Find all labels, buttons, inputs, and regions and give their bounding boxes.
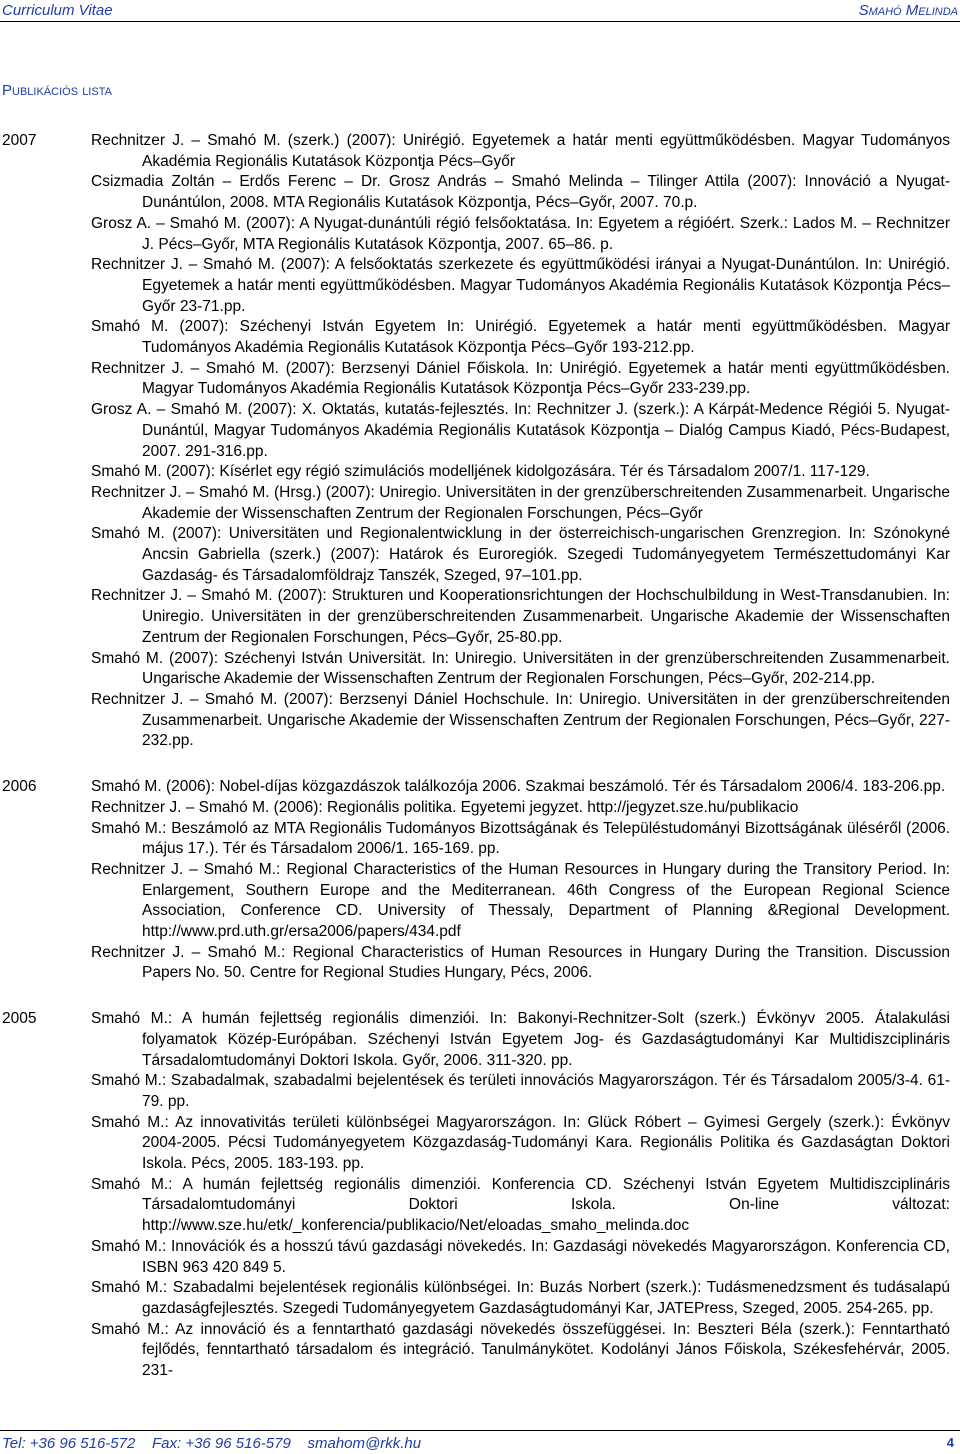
publication-entry: Rechnitzer J. – Smahó M. (szerk.) (2007): Unirégió. Egyetemek a határ menti együttműködésben. Magyar Tudományos Akadémia Regionális Kutatások Központja Pécs–Győr [91,132,950,170]
publication-entry: Smahó M. (2007): Universitäten und Regionalentwicklung in der österreichisch-ungarischen Grenzregion. In: Szónokyné Ancsin Gabriella (szerk.) (2007): Határok és Euroregiók. Szegedi Tudományegyetem Természettudományi Kar Gazdaság- és Társadalomföldrajz Tanszék, Szeged, 97–101.pp. [91,525,950,584]
publication-entry: Rechnitzer J. – Smahó M. (2007): Berzsenyi Dániel Főiskola. In: Unirégió. Egyetemek a határ menti együttműködésben. Magyar Tudományos Akadémia Regionális Kutatások Központja Pécs–Győr 233-239.pp. [91,359,950,398]
publication-entry: Rechnitzer J. – Smahó M. (2007): A felsőoktatás szerkezete és együttműködési irányai a Nyugat-Dunántúlon. In: Unirégió. Egyetemek a határ menti együttműködésben. Magyar Tudományos Akadémia Regionális Kutatások Központja Pécs–Győr 23-71.pp. [91,256,950,315]
publication-entry: Rechnitzer J. – Smahó M. (Hrsg.) (2007): Uniregio. Universitäten in der grenzüberschreitenden Zusammenarbeit. Ungarische Akademie der Wissenschaften Zentrum der Regionalen Forschungen, Pécs–Győr [91,483,950,522]
header-author-name: Smahó Melinda [858,2,958,19]
page-header [0,0,960,20]
publication-entry: Grosz A. – Smahó M. (2007): A Nyugat-dunántúli régió felsőoktatása. In: Egyetem a régióért. Szerk.: Lados M. – Rechnitzer J. Pécs–Győr, MTA Regionális Kutatások Központja, 2007. 65–86. p. [91,214,950,253]
publication-entry: Smahó M.: A humán fejlettség regionális dimenziói. Konferencia CD. Széchenyi István Egyetem Multidiszciplináris Társadalomtudományi Doktori Iskola. On-line változat: http://www.sze.hu/etk/_konferencia/publikacio/Net/eloadas_smaho_melinda.doc [91,1175,950,1235]
publication-entry: Smahó M. (2006): Nobel-díjas közgazdászok találkozója 2006. Szakmai beszámoló. Tér és Társadalom 2006/4. 183-206.pp. [91,778,946,796]
publication-entry: Smahó M. (2007): Kísérlet egy régió szimulációs modelljének kidolgozására. Tér és Társadalom 2007/1. 117-129. [91,463,870,481]
year-label: 2007 [2,132,37,149]
publication-entry: Rechnitzer J. – Smahó M.: Regional Characteristics of Human Resources in Hungary During the Transition. Discussion Papers No. 50. Centre for Regional Studies Hungary, Pécs, 2006. [91,943,950,982]
publication-entry: Smahó M.: Innovációk és a hosszú távú gazdasági növekedés. In: Gazdasági növekedés Magyarországon. Konferencia CD, ISBN 963 420 849 5. [91,1237,950,1276]
year-block-2005 [0,1009,960,1382]
publication-list [0,131,960,1382]
publication-entry: Rechnitzer J. – Smahó M. (2007): Strukturen und Kooperationsrichtungen der Hochschulbildung in West-Transdanubien. In: Uniregio. Universitäten in der grenzüberschreitenden Zusammenarbeit. Ungarische Akademie der Wissenschaften Zentrum der Regionalen Forschungen, Pécs–Győr, 25-80.pp. [91,587,950,646]
year-label: 2005 [2,1010,37,1028]
publication-entry: Rechnitzer J. – Smahó M.: Regional Characteristics of the Human Resources in Hungary during the Transitory Period. In: Enlargement, Southern Europe and the Mediterranean. 46th Congress of the European Regional Science Association, Conference CD. University of Thessaly, Department of Planning &Regional Development. http://www.prd.uth.gr/ersa2006/papers/434.pdf [91,860,950,941]
publication-entry: Rechnitzer J. – Smahó M. (2006): Regionális politika. Egyetemi jegyzet. http://jegyzet.sze.hu/publikacio [91,798,799,816]
page-number: 4 [946,1435,954,1450]
publication-entry: Csizmadia Zoltán – Erdős Ferenc – Dr. Grosz András – Smahó Melinda – Tilinger Attila (2007): Innováció a Nyugat-Dunántúlon, 2008. MTA Regionális Kutatások Központja, Pécs–Győr, 2007. 70.p. [91,173,950,212]
year-label: 2006 [2,778,37,796]
header-left-title: Curriculum Vitae [2,2,113,19]
year-block-2007 [0,131,960,752]
section-title: Publikációs lista [2,82,112,99]
page-footer [0,1430,960,1454]
publication-entry: Smahó M.: Az innováció és a fenntartható gazdasági növekedés összefüggései. In: Beszteri Béla (szerk.): Fenntartható fejlődés, fenntartható társadalom és integráció. Tanulmánykötet. Kodolányi János Főiskola, Székesfehérvár, 2005. 231- [91,1320,950,1380]
footer-divider [0,1430,960,1431]
publication-entry: Smahó M.: A humán fejlettség regionális dimenziói. In: Bakonyi-Rechnitzer-Solt (szerk.) Évkönyv 2005. Átalakulási folyamatok Közép-Európában. Széchenyi István Egyetem Jog- és Gazdaságtudományi Kar Multidiszciplináris Társadalomtudományi Doktori Iskola. Győr, 2006. 311-320. pp. [91,1010,950,1069]
publication-entry: Grosz A. – Smahó M. (2007): X. Oktatás, kutatás-fejlesztés. In: Rechnitzer J. (szerk.): A Kárpát-Medence Régiói 5. Nyugat-Dunántúl, Magyar Tudományos Akadémia Regionális Kutatások Központja – Dialóg Campus Kiadó, Pécs-Budapest, 2007. 291-316.pp. [91,401,950,460]
publication-entry: Smahó M.: Szabadalmi bejelentések regionális különbségei. In: Buzás Norbert (szerk.): Tudásmenedzsment és tudásalapú gazdaságfejlesztés. Szegedi Tudományegyetem Gazdaságtudományi Kar, JATEPress, Szeged, 2005. 254-265. pp. [91,1279,950,1317]
year-block-2006 [0,777,960,984]
header-divider [0,21,960,22]
publication-entry: Smahó M.: Beszámoló az MTA Regionális Tudományos Bizottságának és Településtudományi Bizottságának üléséről (2006. május 17.). Tér és Társadalom 2006/1. 165-169. pp. [91,819,950,858]
publication-entry: Smahó M. (2007): Széchenyi István Universität. In: Uniregio. Universitäten in der grenzüberschreitenden Zusammenarbeit. Ungarische Akademie der Wissenschaften Zentrum der Regionalen Forschungen, Pécs–Győr, 202-214.pp. [91,649,950,688]
publication-entry: Smahó M.: Az innovativitás területi különbségei Magyarországon. In: Glück Róbert – Gyimesi Gergely (szerk.): Évkönyv 2004-2005. Pécsi Tudományegyetem Közgazdaság-Tudományi Kara. Regionális Politika és Gazdaságtan Doktori Iskola. Pécs, 2005. 183-193. pp. [91,1113,950,1173]
entry-list [0,1009,960,1382]
publication-entry: Smahó M. (2007): Széchenyi István Egyetem In: Unirégió. Egyetemek a határ menti együttműködésben. Magyar Tudományos Akadémia Regionális Kutatások Központja Pécs–Győr 193-212.pp. [91,318,950,357]
publication-entry: Smahó M.: Szabadalmak, szabadalmi bejelentések és területi innovációs Magyarországon. Tér és Társadalom 2005/3-4. 61-79. pp. [91,1072,950,1110]
footer-contact-info: Tel: +36 96 516-572 Fax: +36 96 516-579 smahom@rkk.hu [2,1435,422,1452]
entry-list [0,777,960,984]
publication-entry: Rechnitzer J. – Smahó M. (2007): Berzsenyi Dániel Hochschule. In: Uniregio. Universitäten in der grenzüberschreitenden Zusammenarbeit. Ungarische Akademie der Wissenschaften Zentrum der Regionalen Forschungen, Pécs–Győr, 227-232.pp. [91,690,950,750]
entry-list [0,131,960,752]
